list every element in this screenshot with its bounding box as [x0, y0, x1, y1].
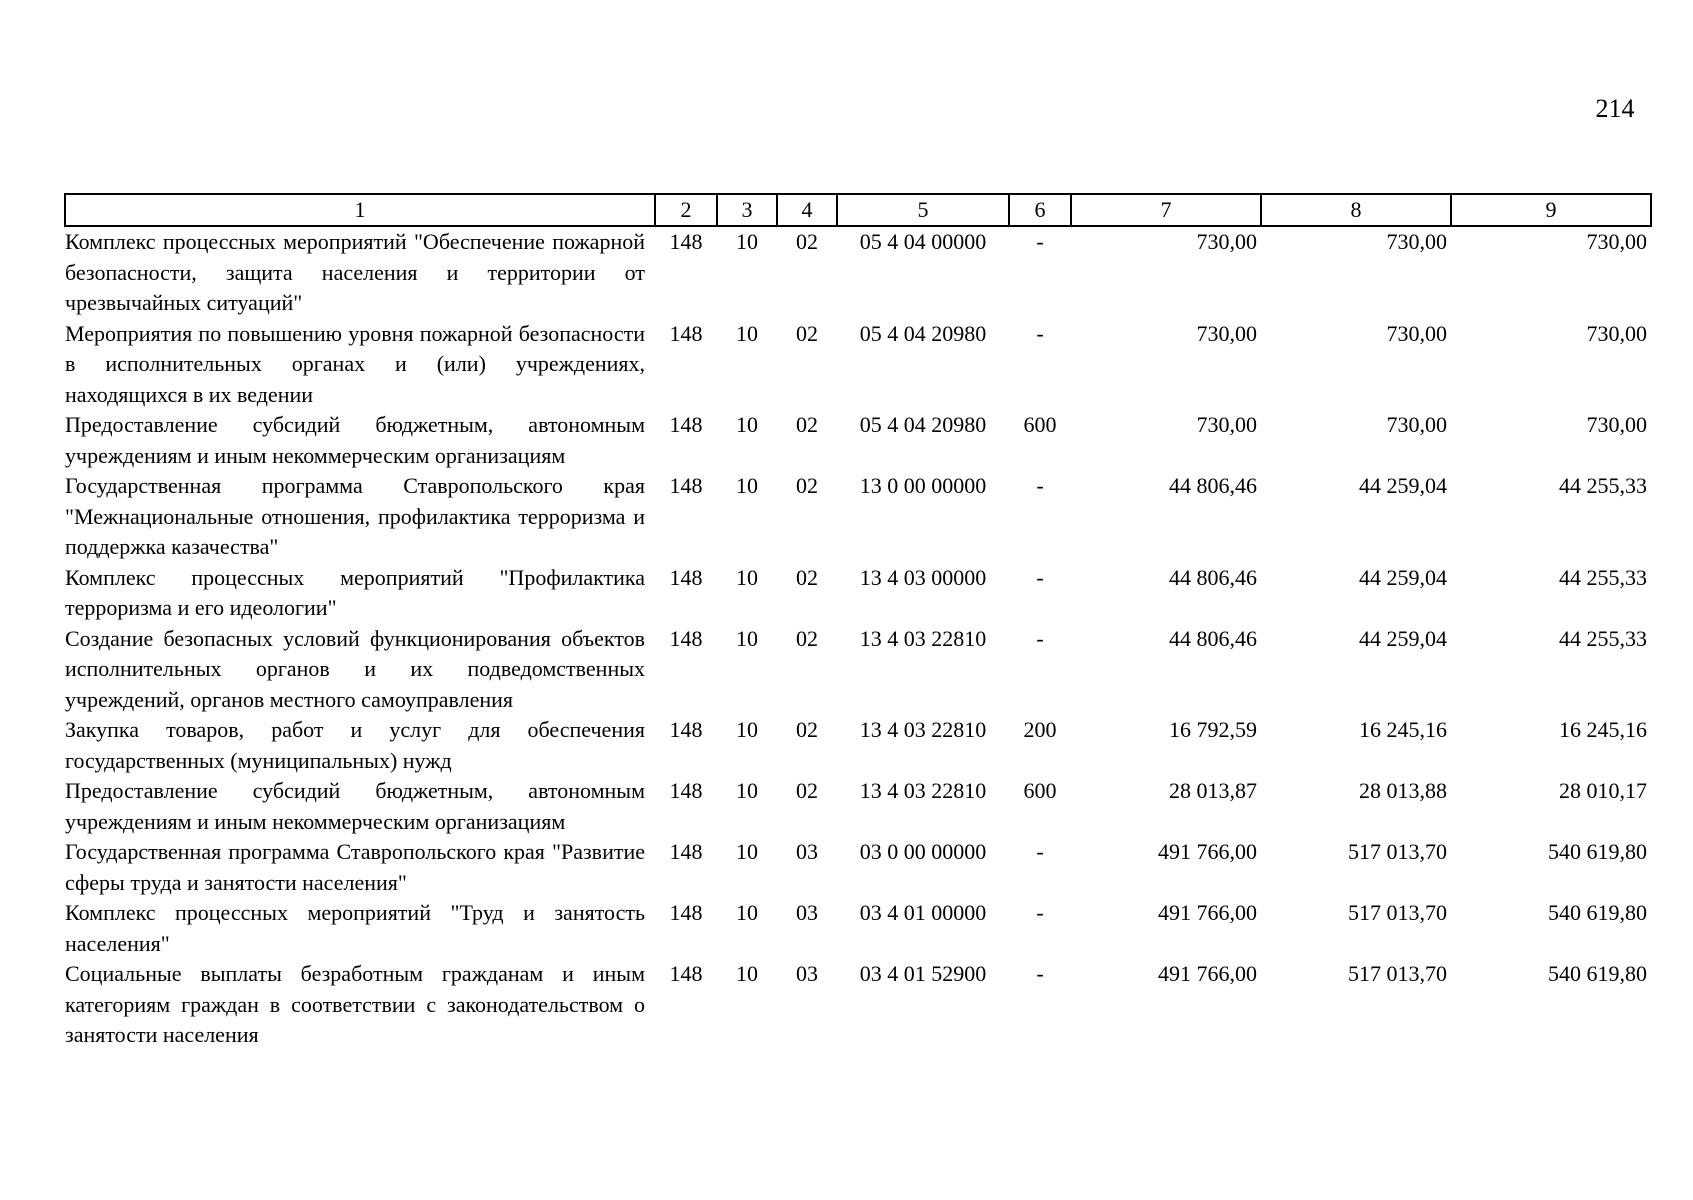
- section-cell: 10: [736, 717, 758, 742]
- amount-cell: 44 255,33: [1559, 564, 1647, 590]
- target-article-cell: 03 4 01 52900: [859, 961, 987, 986]
- code-cell: 148: [669, 320, 703, 346]
- subsection-cell: 02: [796, 229, 818, 254]
- column-header: 8: [1261, 194, 1451, 226]
- code-cell: 148: [669, 229, 703, 254]
- row-name-cell: Создание безопасных условий функционирования объектов исполнительных органов и их подведомственных учреждений, органов местного самоуправления: [65, 625, 645, 712]
- amount-cell: 44 806,46: [1169, 564, 1257, 590]
- section-cell: 10: [736, 839, 758, 864]
- subsection-cell: 02: [796, 412, 818, 437]
- row-name-cell: Комплекс процессных мероприятий "Труд и занятость населения": [65, 900, 645, 956]
- code-cell: 148: [669, 961, 703, 986]
- amount-cell: 16 245,16: [1359, 717, 1447, 742]
- table-row: [65, 319, 1651, 411]
- section-cell: 10: [736, 229, 758, 254]
- table-row: [65, 226, 1651, 319]
- target-article-cell: 03 0 00 00000: [859, 839, 987, 864]
- target-article-cell: 13 4 03 22810: [859, 717, 987, 742]
- expense-type-cell: -: [1036, 320, 1044, 346]
- row-name-cell: Социальные выплаты безработным гражданам и иным категориям граждан в соответствии с законодательством о занятости населения: [65, 961, 645, 1047]
- amount-cell: 730,00: [1386, 320, 1447, 346]
- row-name-cell: Закупка товаров, работ и услуг для обеспечения государственных (муниципальных) нужд: [65, 717, 645, 773]
- expense-type-cell: 600: [1023, 778, 1057, 803]
- expense-type-cell: -: [1036, 229, 1044, 254]
- expense-type-cell: -: [1036, 473, 1044, 498]
- target-article-cell: 03 4 01 00000: [859, 900, 987, 925]
- subsection-cell: 02: [796, 564, 818, 590]
- amount-cell: 44 806,46: [1169, 625, 1257, 651]
- subsection-cell: 02: [796, 625, 818, 651]
- row-name-cell: Предоставление субсидий бюджетным, автономным учреждениям и иным некоммерческим организациям: [65, 778, 645, 834]
- row-name-cell: Мероприятия по повышению уровня пожарной безопасности в исполнительных органах и (или) учреждениях, находящихся в их ведении: [65, 320, 645, 407]
- amount-cell: 44 255,33: [1559, 625, 1647, 651]
- amount-cell: 491 766,00: [1158, 839, 1257, 864]
- amount-cell: 517 013,70: [1348, 900, 1447, 925]
- target-article-cell: 05 4 04 00000: [859, 229, 987, 254]
- target-article-cell: 05 4 04 20980: [859, 412, 987, 437]
- amount-cell: 44 259,04: [1359, 564, 1447, 590]
- section-cell: 10: [736, 625, 758, 651]
- code-cell: 148: [669, 473, 703, 498]
- row-name-cell: Предоставление субсидий бюджетным, автономным учреждениям и иным некоммерческим организациям: [65, 412, 645, 468]
- code-cell: 148: [669, 839, 703, 864]
- subsection-cell: 02: [796, 320, 818, 346]
- table-row: [65, 624, 1651, 716]
- amount-cell: 730,00: [1586, 412, 1647, 437]
- table-header-row: [65, 194, 1651, 226]
- amount-cell: 491 766,00: [1158, 961, 1257, 986]
- column-header: 9: [1451, 194, 1651, 226]
- subsection-cell: 03: [796, 900, 818, 925]
- target-article-cell: 05 4 04 20980: [859, 320, 987, 346]
- row-name-cell: Государственная программа Ставропольского края "Развитие сферы труда и занятости населения": [65, 839, 645, 895]
- amount-cell: 44 806,46: [1169, 473, 1257, 498]
- column-header: 2: [655, 194, 717, 226]
- subsection-cell: 03: [796, 839, 818, 864]
- target-article-cell: 13 4 03 00000: [859, 564, 987, 590]
- target-article-cell: 13 4 03 22810: [859, 778, 987, 803]
- amount-cell: 730,00: [1196, 320, 1257, 346]
- table-row: [65, 410, 1651, 471]
- code-cell: 148: [669, 564, 703, 590]
- column-header: 4: [777, 194, 837, 226]
- amount-cell: 28 013,88: [1359, 778, 1447, 803]
- amount-cell: 44 259,04: [1359, 625, 1447, 651]
- code-cell: 148: [669, 717, 703, 742]
- row-name-cell: Комплекс процессных мероприятий "Профилактика терроризма и его идеологии": [65, 564, 645, 620]
- amount-cell: 44 255,33: [1559, 473, 1647, 498]
- row-name-cell: Государственная программа Ставропольского края "Межнациональные отношения, профилактика терроризма и поддержка казачества": [65, 473, 645, 559]
- target-article-cell: 13 0 00 00000: [859, 473, 987, 498]
- subsection-cell: 02: [796, 778, 818, 803]
- section-cell: 10: [736, 412, 758, 437]
- amount-cell: 491 766,00: [1158, 900, 1257, 925]
- expense-type-cell: 200: [1023, 717, 1057, 742]
- table-row: [65, 715, 1651, 776]
- amount-cell: 730,00: [1196, 229, 1257, 254]
- subsection-cell: 02: [796, 473, 818, 498]
- expense-type-cell: -: [1036, 564, 1044, 590]
- section-cell: 10: [736, 961, 758, 986]
- page-number: 214: [1595, 94, 1635, 123]
- column-header: 1: [65, 194, 655, 226]
- expense-type-cell: -: [1036, 625, 1044, 651]
- code-cell: 148: [669, 625, 703, 651]
- table-row: [65, 837, 1651, 898]
- expense-type-cell: 600: [1023, 412, 1057, 437]
- budget-table: [64, 193, 1652, 1051]
- amount-cell: 517 013,70: [1348, 839, 1447, 864]
- table-row: [65, 563, 1651, 624]
- expense-type-cell: -: [1036, 839, 1044, 864]
- target-article-cell: 13 4 03 22810: [859, 625, 987, 651]
- amount-cell: 540 619,80: [1548, 900, 1647, 925]
- column-header: 6: [1009, 194, 1071, 226]
- amount-cell: 540 619,80: [1548, 961, 1647, 986]
- column-header: 3: [717, 194, 777, 226]
- code-cell: 148: [669, 412, 703, 437]
- row-name-cell: Комплекс процессных мероприятий "Обеспечение пожарной безопасности, защита населения и территории от чрезвычайных ситуаций": [65, 229, 645, 315]
- amount-cell: 44 259,04: [1359, 473, 1447, 498]
- expense-type-cell: -: [1036, 900, 1044, 925]
- section-cell: 10: [736, 564, 758, 590]
- column-header: 5: [837, 194, 1009, 226]
- amount-cell: 730,00: [1586, 320, 1647, 346]
- section-cell: 10: [736, 900, 758, 925]
- amount-cell: 730,00: [1586, 229, 1647, 254]
- amount-cell: 28 010,17: [1559, 778, 1647, 803]
- section-cell: 10: [736, 778, 758, 803]
- code-cell: 148: [669, 900, 703, 925]
- amount-cell: 517 013,70: [1348, 961, 1447, 986]
- amount-cell: 16 245,16: [1559, 717, 1647, 742]
- amount-cell: 16 792,59: [1169, 717, 1257, 742]
- amount-cell: 540 619,80: [1548, 839, 1647, 864]
- amount-cell: 28 013,87: [1169, 778, 1257, 803]
- amount-cell: 730,00: [1386, 229, 1447, 254]
- section-cell: 10: [736, 320, 758, 346]
- table-row: [65, 898, 1651, 959]
- subsection-cell: 02: [796, 717, 818, 742]
- table-body: [65, 226, 1651, 1051]
- column-header: 7: [1071, 194, 1261, 226]
- code-cell: 148: [669, 778, 703, 803]
- amount-cell: 730,00: [1386, 412, 1447, 437]
- expense-type-cell: -: [1036, 961, 1044, 986]
- section-cell: 10: [736, 473, 758, 498]
- subsection-cell: 03: [796, 961, 818, 986]
- amount-cell: 730,00: [1196, 412, 1257, 437]
- table-row: [65, 776, 1651, 837]
- table-row: [65, 959, 1651, 1051]
- table-row: [65, 471, 1651, 563]
